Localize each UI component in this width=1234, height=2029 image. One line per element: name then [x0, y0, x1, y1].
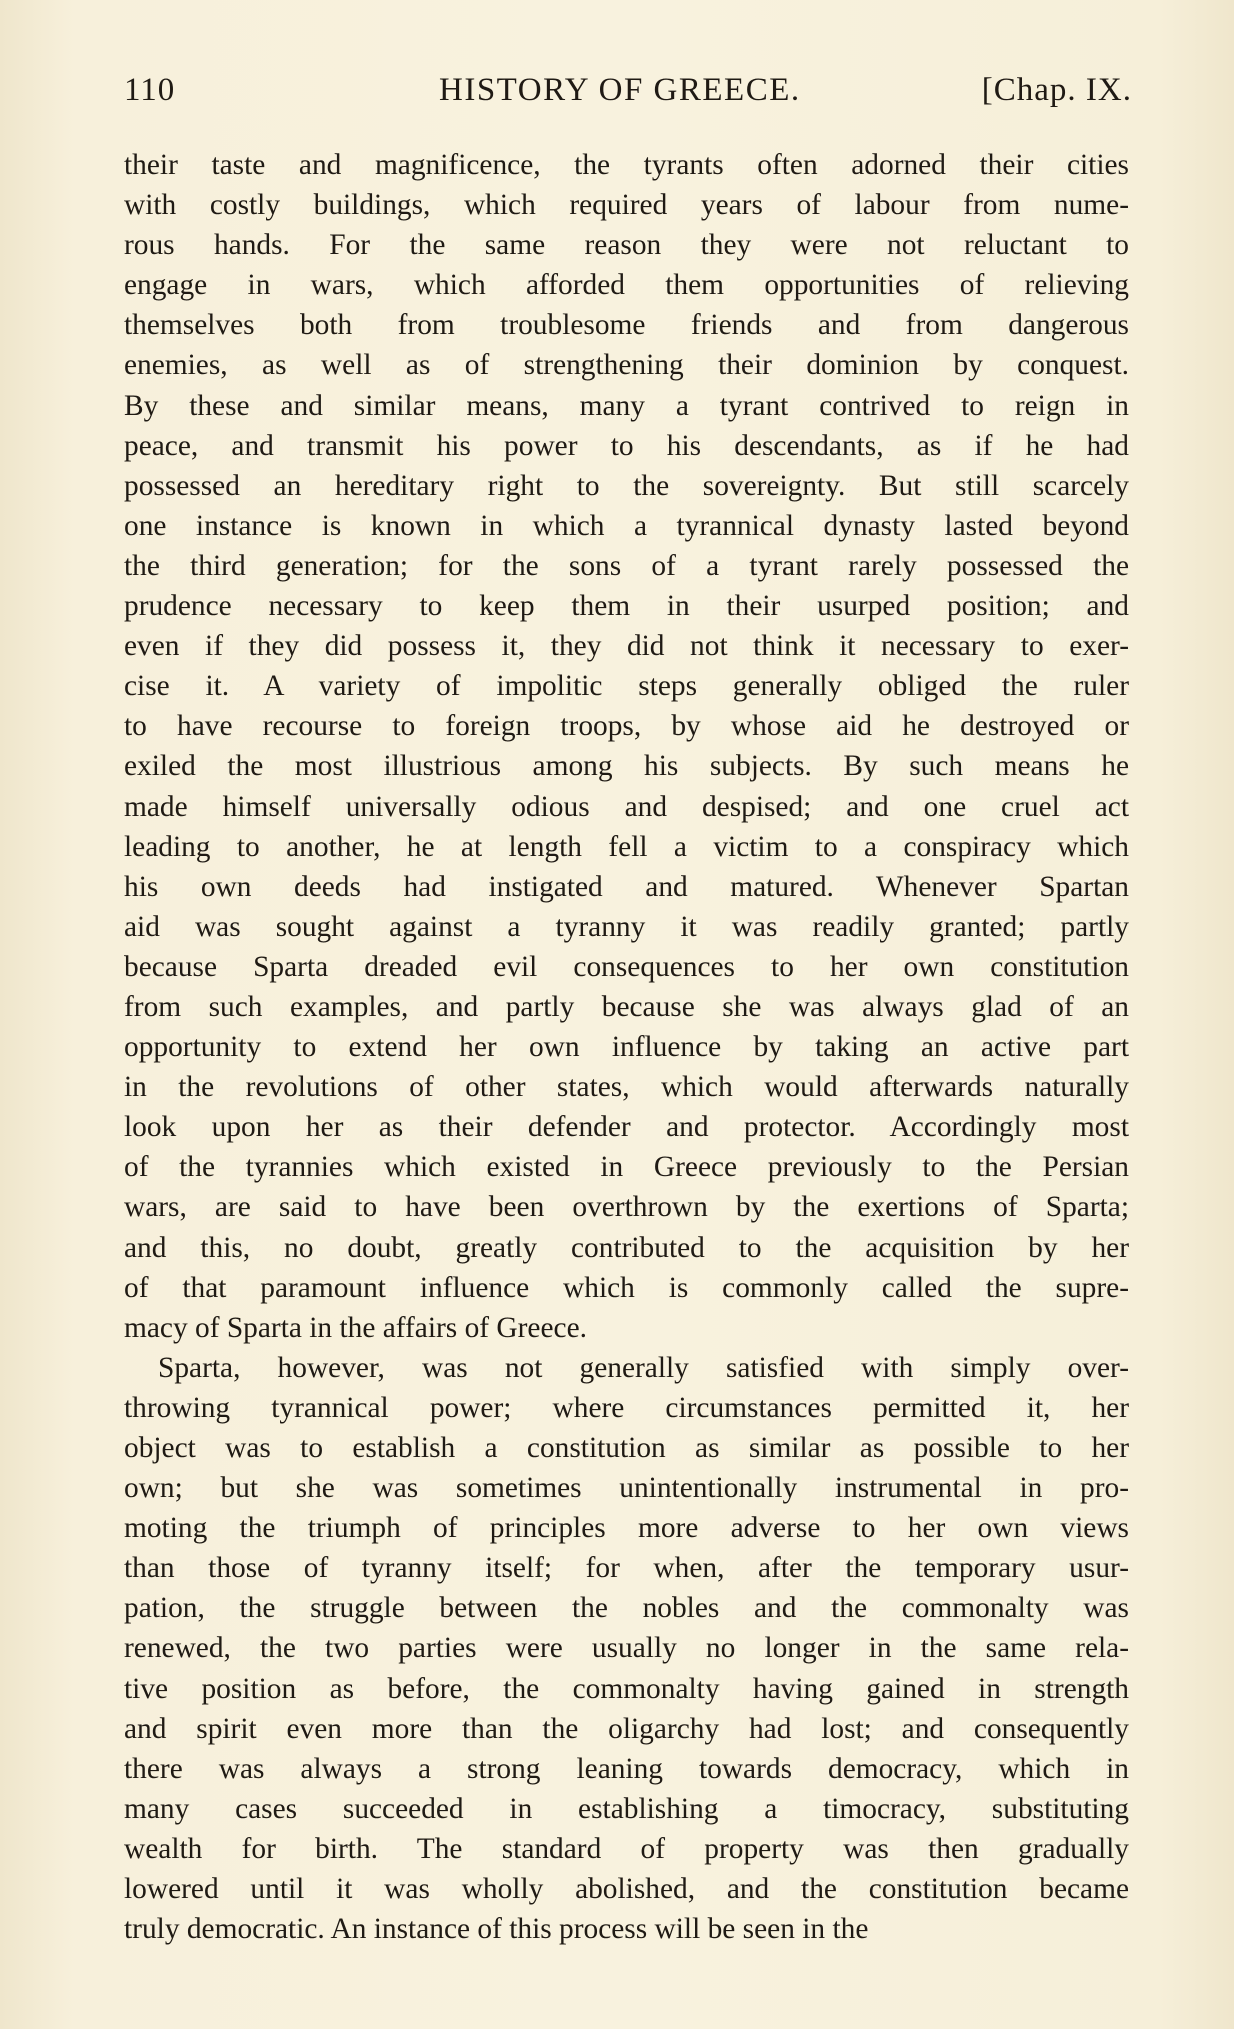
text-line: aid was sought against a tyranny it was readily granted; partly — [124, 910, 1129, 943]
text-line: renewed, the two parties were usually no longer in the same rela- — [124, 1632, 1129, 1665]
text-line: engage in wars, which afforded them opportunities of relieving — [124, 269, 1129, 302]
page-number: 110 — [124, 72, 176, 108]
text-line: macy of Sparta in the affairs of Greece. — [124, 1311, 587, 1344]
text-line: one instance is known in which a tyrannical dynasty lasted beyond — [124, 509, 1129, 542]
text-line: made himself universally odious and despised; and one cruel act — [124, 790, 1129, 823]
text-line: moting the triumph of principles more adverse to her own views — [124, 1512, 1129, 1545]
text-line: and this, no doubt, greatly contributed to the acquisition by her — [124, 1231, 1129, 1264]
body-text — [124, 145, 1129, 1949]
text-line: and spirit even more than the oligarchy had lost; and consequently — [124, 1712, 1129, 1745]
text-line: to have recourse to foreign troops, by whose aid he destroyed or — [124, 710, 1129, 743]
text-line: peace, and transmit his power to his descendants, as if he had — [124, 429, 1129, 462]
text-line: his own deeds had instigated and matured. Whenever Spartan — [124, 870, 1129, 903]
text-line: lowered until it was wholly abolished, and the constitution became — [124, 1873, 1129, 1906]
page-header — [124, 72, 1132, 116]
text-line: of the tyrannies which existed in Greece previously to the Persian — [124, 1151, 1129, 1184]
text-line: their taste and magnificence, the tyrants often adorned their cities — [124, 149, 1129, 181]
text-line: possessed an hereditary right to the sovereignty. But still scarcely — [124, 469, 1129, 502]
text-line: tive position as before, the commonalty having gained in strength — [124, 1672, 1129, 1705]
text-line: leading to another, he at length fell a victim to a conspiracy which — [124, 830, 1129, 863]
text-line: object was to establish a constitution as similar as possible to her — [124, 1432, 1129, 1464]
text-line: look upon her as their defender and protector. Accordingly most — [124, 1111, 1129, 1144]
text-line: exiled the most illustrious among his subjects. By such means he — [124, 750, 1129, 783]
text-line: even if they did possess it, they did not think it necessary to exer- — [124, 630, 1129, 663]
text-line: truly democratic. An instance of this process will be seen in the — [124, 1913, 869, 1946]
text-line: themselves both from troublesome friends and from dangerous — [124, 309, 1129, 342]
text-line: prudence necessary to keep them in their usurped position; and — [124, 590, 1129, 623]
text-line: rous hands. For the same reason they were not reluctant to — [124, 229, 1129, 262]
text-line: with costly buildings, which required years of labour from nume- — [124, 189, 1129, 222]
text-line: Sparta, however, was not generally satisfied with simply over- — [158, 1351, 1129, 1384]
text-line: many cases succeeded in establishing a timocracy, substituting — [124, 1792, 1129, 1825]
text-line: throwing tyrannical power; where circumstances permitted it, her — [124, 1391, 1129, 1424]
text-line: wars, are said to have been overthrown by the exertions of Sparta; — [124, 1191, 1129, 1224]
text-line: pation, the struggle between the nobles and the commonalty was — [124, 1592, 1129, 1625]
text-line: cise it. A variety of impolitic steps generally obliged the ruler — [124, 670, 1129, 703]
text-line: wealth for birth. The standard of property was then gradually — [124, 1832, 1129, 1865]
text-line: opportunity to extend her own influence by taking an active part — [124, 1031, 1129, 1064]
text-line: of that paramount influence which is commonly called the supre- — [124, 1271, 1129, 1304]
chapter-reference: [Chap. IX. — [981, 72, 1132, 108]
text-line: own; but she was sometimes unintentionally instrumental in pro- — [124, 1472, 1129, 1505]
text-line: because Sparta dreaded evil consequences to her own constitution — [124, 950, 1129, 983]
running-title: HISTORY OF GREECE. — [439, 72, 801, 108]
text-lines — [124, 145, 1129, 1949]
text-line: from such examples, and partly because she was always glad of an — [124, 990, 1129, 1023]
text-line: By these and similar means, many a tyrant contrived to reign in — [124, 389, 1129, 422]
text-line: enemies, as well as of strengthening their dominion by conquest. — [124, 349, 1129, 382]
text-line: than those of tyranny itself; for when, after the temporary usur- — [124, 1552, 1129, 1585]
text-line: there was always a strong leaning towards democracy, which in — [124, 1752, 1129, 1785]
text-line: the third generation; for the sons of a tyrant rarely possessed the — [124, 549, 1129, 582]
text-line: in the revolutions of other states, which would afterwards naturally — [124, 1071, 1129, 1104]
